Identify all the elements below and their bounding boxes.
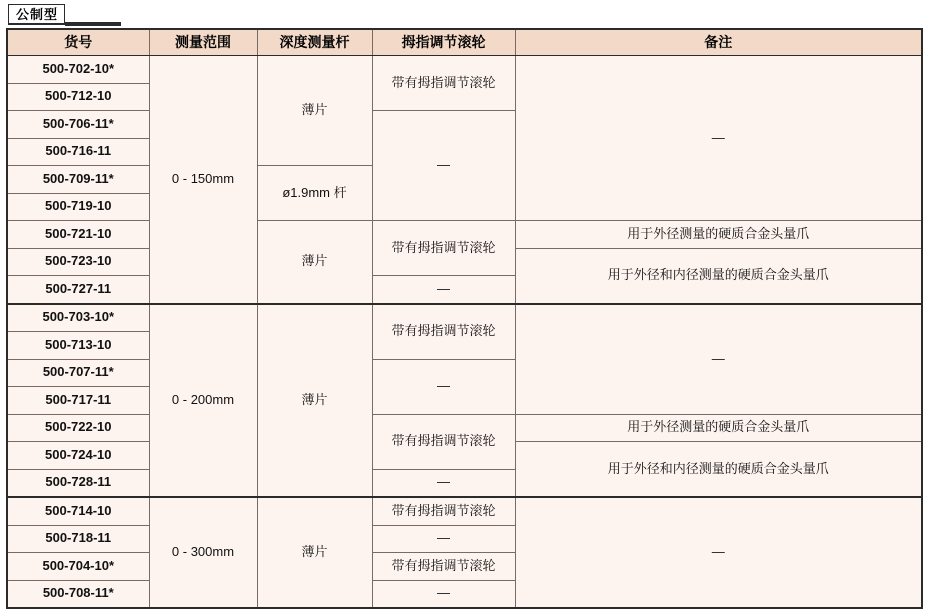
cell-order-code: 500-713-10 xyxy=(7,332,149,360)
cell-remark: — xyxy=(515,497,922,608)
table-row xyxy=(7,304,922,332)
cell-thumb-roller: — xyxy=(372,580,515,608)
column-header-range: 测量范围 xyxy=(149,29,257,56)
table-row xyxy=(7,56,922,84)
cell-depth-bar: 薄片 xyxy=(257,56,372,166)
cell-order-code: 500-717-11 xyxy=(7,387,149,415)
cell-remark: 用于外径测量的硬质合金头量爪 xyxy=(515,221,922,249)
cell-order-code: 500-714-10 xyxy=(7,497,149,525)
cell-measuring-range: 0 - 200mm xyxy=(149,304,257,498)
cell-order-code: 500-707-11* xyxy=(7,359,149,387)
table-row xyxy=(7,497,922,525)
cell-order-code: 500-716-11 xyxy=(7,138,149,166)
cell-thumb-roller: 带有拇指调节滚轮 xyxy=(372,497,515,525)
cell-order-code: 500-703-10* xyxy=(7,304,149,332)
cell-thumb-roller: 带有拇指调节滚轮 xyxy=(372,304,515,360)
cell-thumb-roller: — xyxy=(372,276,515,304)
cell-order-code: 500-706-11* xyxy=(7,111,149,139)
cell-thumb-roller: 带有拇指调节滚轮 xyxy=(372,221,515,276)
cell-measuring-range: 0 - 150mm xyxy=(149,56,257,304)
cell-thumb-roller: — xyxy=(372,111,515,221)
cell-remark: — xyxy=(515,56,922,221)
cell-thumb-roller: — xyxy=(372,525,515,553)
cell-order-code: 500-719-10 xyxy=(7,193,149,221)
specification-table xyxy=(6,28,923,609)
cell-thumb-roller: 带有拇指调节滚轮 xyxy=(372,56,515,111)
cell-order-code: 500-728-11 xyxy=(7,469,149,497)
cell-depth-bar: 薄片 xyxy=(257,221,372,304)
cell-order-code: 500-723-10 xyxy=(7,248,149,276)
table-body xyxy=(7,56,922,609)
cell-depth-bar: 薄片 xyxy=(257,304,372,498)
cell-order-code: 500-718-11 xyxy=(7,525,149,553)
column-header-thumb-roller: 拇指调节滚轮 xyxy=(372,29,515,56)
table-row xyxy=(7,414,922,442)
cell-remark: 用于外径测量的硬质合金头量爪 xyxy=(515,414,922,442)
cell-thumb-roller: 带有拇指调节滚轮 xyxy=(372,414,515,469)
table-header-row xyxy=(7,29,922,56)
column-header-code: 货号 xyxy=(7,29,149,56)
cell-measuring-range: 0 - 300mm xyxy=(149,497,257,608)
cell-order-code: 500-702-10* xyxy=(7,56,149,84)
cell-remark: 用于外径和内径测量的硬质合金头量爪 xyxy=(515,248,922,304)
cell-remark: 用于外径和内径测量的硬质合金头量爪 xyxy=(515,442,922,498)
cell-order-code: 500-724-10 xyxy=(7,442,149,470)
table-header xyxy=(7,29,922,56)
cell-order-code: 500-704-10* xyxy=(7,553,149,581)
cell-thumb-roller: — xyxy=(372,359,515,414)
cell-order-code: 500-712-10 xyxy=(7,83,149,111)
section-title xyxy=(8,5,924,25)
table-row xyxy=(7,221,922,249)
cell-depth-bar: ø1.9mm 杆 xyxy=(257,166,372,221)
cell-thumb-roller: — xyxy=(372,469,515,497)
cell-thumb-roller: 带有拇指调节滚轮 xyxy=(372,553,515,581)
cell-order-code: 500-709-11* xyxy=(7,166,149,194)
cell-order-code: 500-722-10 xyxy=(7,414,149,442)
column-header-remark: 备注 xyxy=(515,29,922,56)
cell-order-code: 500-708-11* xyxy=(7,580,149,608)
section-title-label: 公制型 xyxy=(8,4,65,25)
cell-order-code: 500-727-11 xyxy=(7,276,149,304)
column-header-depth-bar: 深度测量杆 xyxy=(257,29,372,56)
title-underline-rule xyxy=(65,22,121,26)
cell-depth-bar: 薄片 xyxy=(257,497,372,608)
cell-order-code: 500-721-10 xyxy=(7,221,149,249)
cell-remark: — xyxy=(515,304,922,415)
